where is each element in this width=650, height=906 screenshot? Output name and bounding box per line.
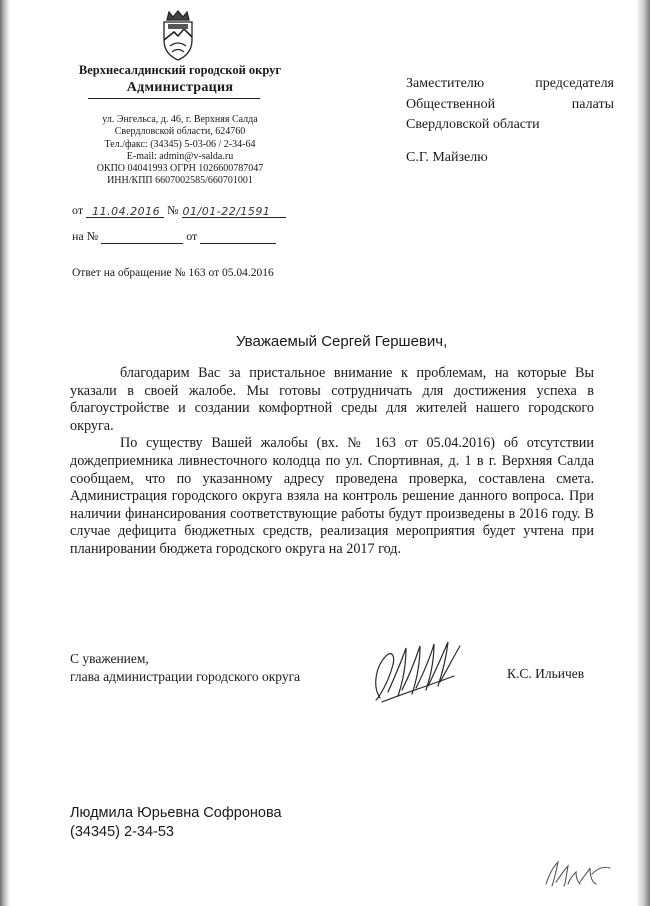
address-line: Свердловской области, 624760 [114,126,246,138]
addressee-line3: Свердловской области [406,117,540,132]
registration-line-outgoing [72,203,286,218]
executor-phone: (34345) 2-34-53 [70,823,174,840]
organization-name: Верхнесалдинский городской округ [78,63,282,77]
address-line: ИНН/КПП 6607002585/660701001 [107,175,253,187]
handwritten-signature-icon [362,636,472,714]
letter-body [70,365,594,559]
executor-block [70,804,282,841]
handwritten-initials-icon [540,854,620,894]
from-label: от [72,203,84,217]
in-reply-date-field [200,231,276,244]
address-block [80,114,280,188]
number-field [182,205,286,218]
reply-reference: Ответ на обращение № 163 от 05.04.2016 [72,267,274,279]
in-reply-from-label: от [186,229,198,243]
handwritten-number: 01/01-22/1591 [182,205,271,218]
scan-edge-left [0,0,10,906]
administration-title: Администрация [126,80,234,95]
signatory-position: глава администрации городского округа [70,669,301,684]
in-reply-number-field [101,231,183,244]
address-line: ОКПО 04041993 ОГРН 1026600787047 [96,163,264,175]
registration-line-incoming [72,229,276,244]
handwritten-date: 11.04.2016 [92,205,161,218]
addressee-name: С.Г. Майзелю [406,150,488,165]
executor-name: Людмила Юрьевна Софронова [70,805,282,821]
addressee-line1-left: Заместителю [406,76,485,91]
addressee-line2-left: Общественной [406,96,496,112]
addressee-line2-right: палаты [571,96,614,112]
address-line: E-mail: admin@v-salda.ru [126,150,234,162]
body-paragraph: По существу Вашей жалобы (вх. № 163 от 05.04.2016) об отсутствии дождеприемника ливнесточного колодца по ул. Спортивная, д. 1 в г. Верхняя Салда сообщаем, что по указанному адресу проведена проверка, составлена смета. Администрация городского округа взяла на контроль решение данного вопроса. При наличии финансирования соответствующие работы будут произведены в 2016 году. В случае дефицита бюджетных средств, реализация мероприятия будет учтена при планировании бюджета городского округа на 2017 год. [70,435,594,557]
header-divider [88,98,260,99]
body-paragraph: благодарим Вас за пристальное внимание к проблемам, на которые Вы указали в своей жалобе. Мы готовы сотрудничать для достижения успеха в благоустройстве и создании комфортной среды для жителей нашего городского округа. [70,365,594,434]
address-line: Тел./факс: (34345) 5-03-06 / 2-34-64 [104,138,256,150]
addressee-block [406,74,614,136]
in-reply-number-label: на № [72,229,99,243]
coat-of-arms-icon [150,10,206,62]
greeting: Уважаемый Сергей Гершевич, [236,333,448,350]
addressee-line1-right: председателя [535,76,614,91]
date-field [86,205,164,218]
closing: С уважением, [70,651,149,666]
address-line: ул. Энгельса, д. 46, г. Верхняя Салда [102,114,258,125]
signature-block [70,650,300,686]
scan-edge-right [636,0,650,906]
signatory-name: К.С. Ильичев [507,666,585,681]
number-label: № [167,203,179,217]
